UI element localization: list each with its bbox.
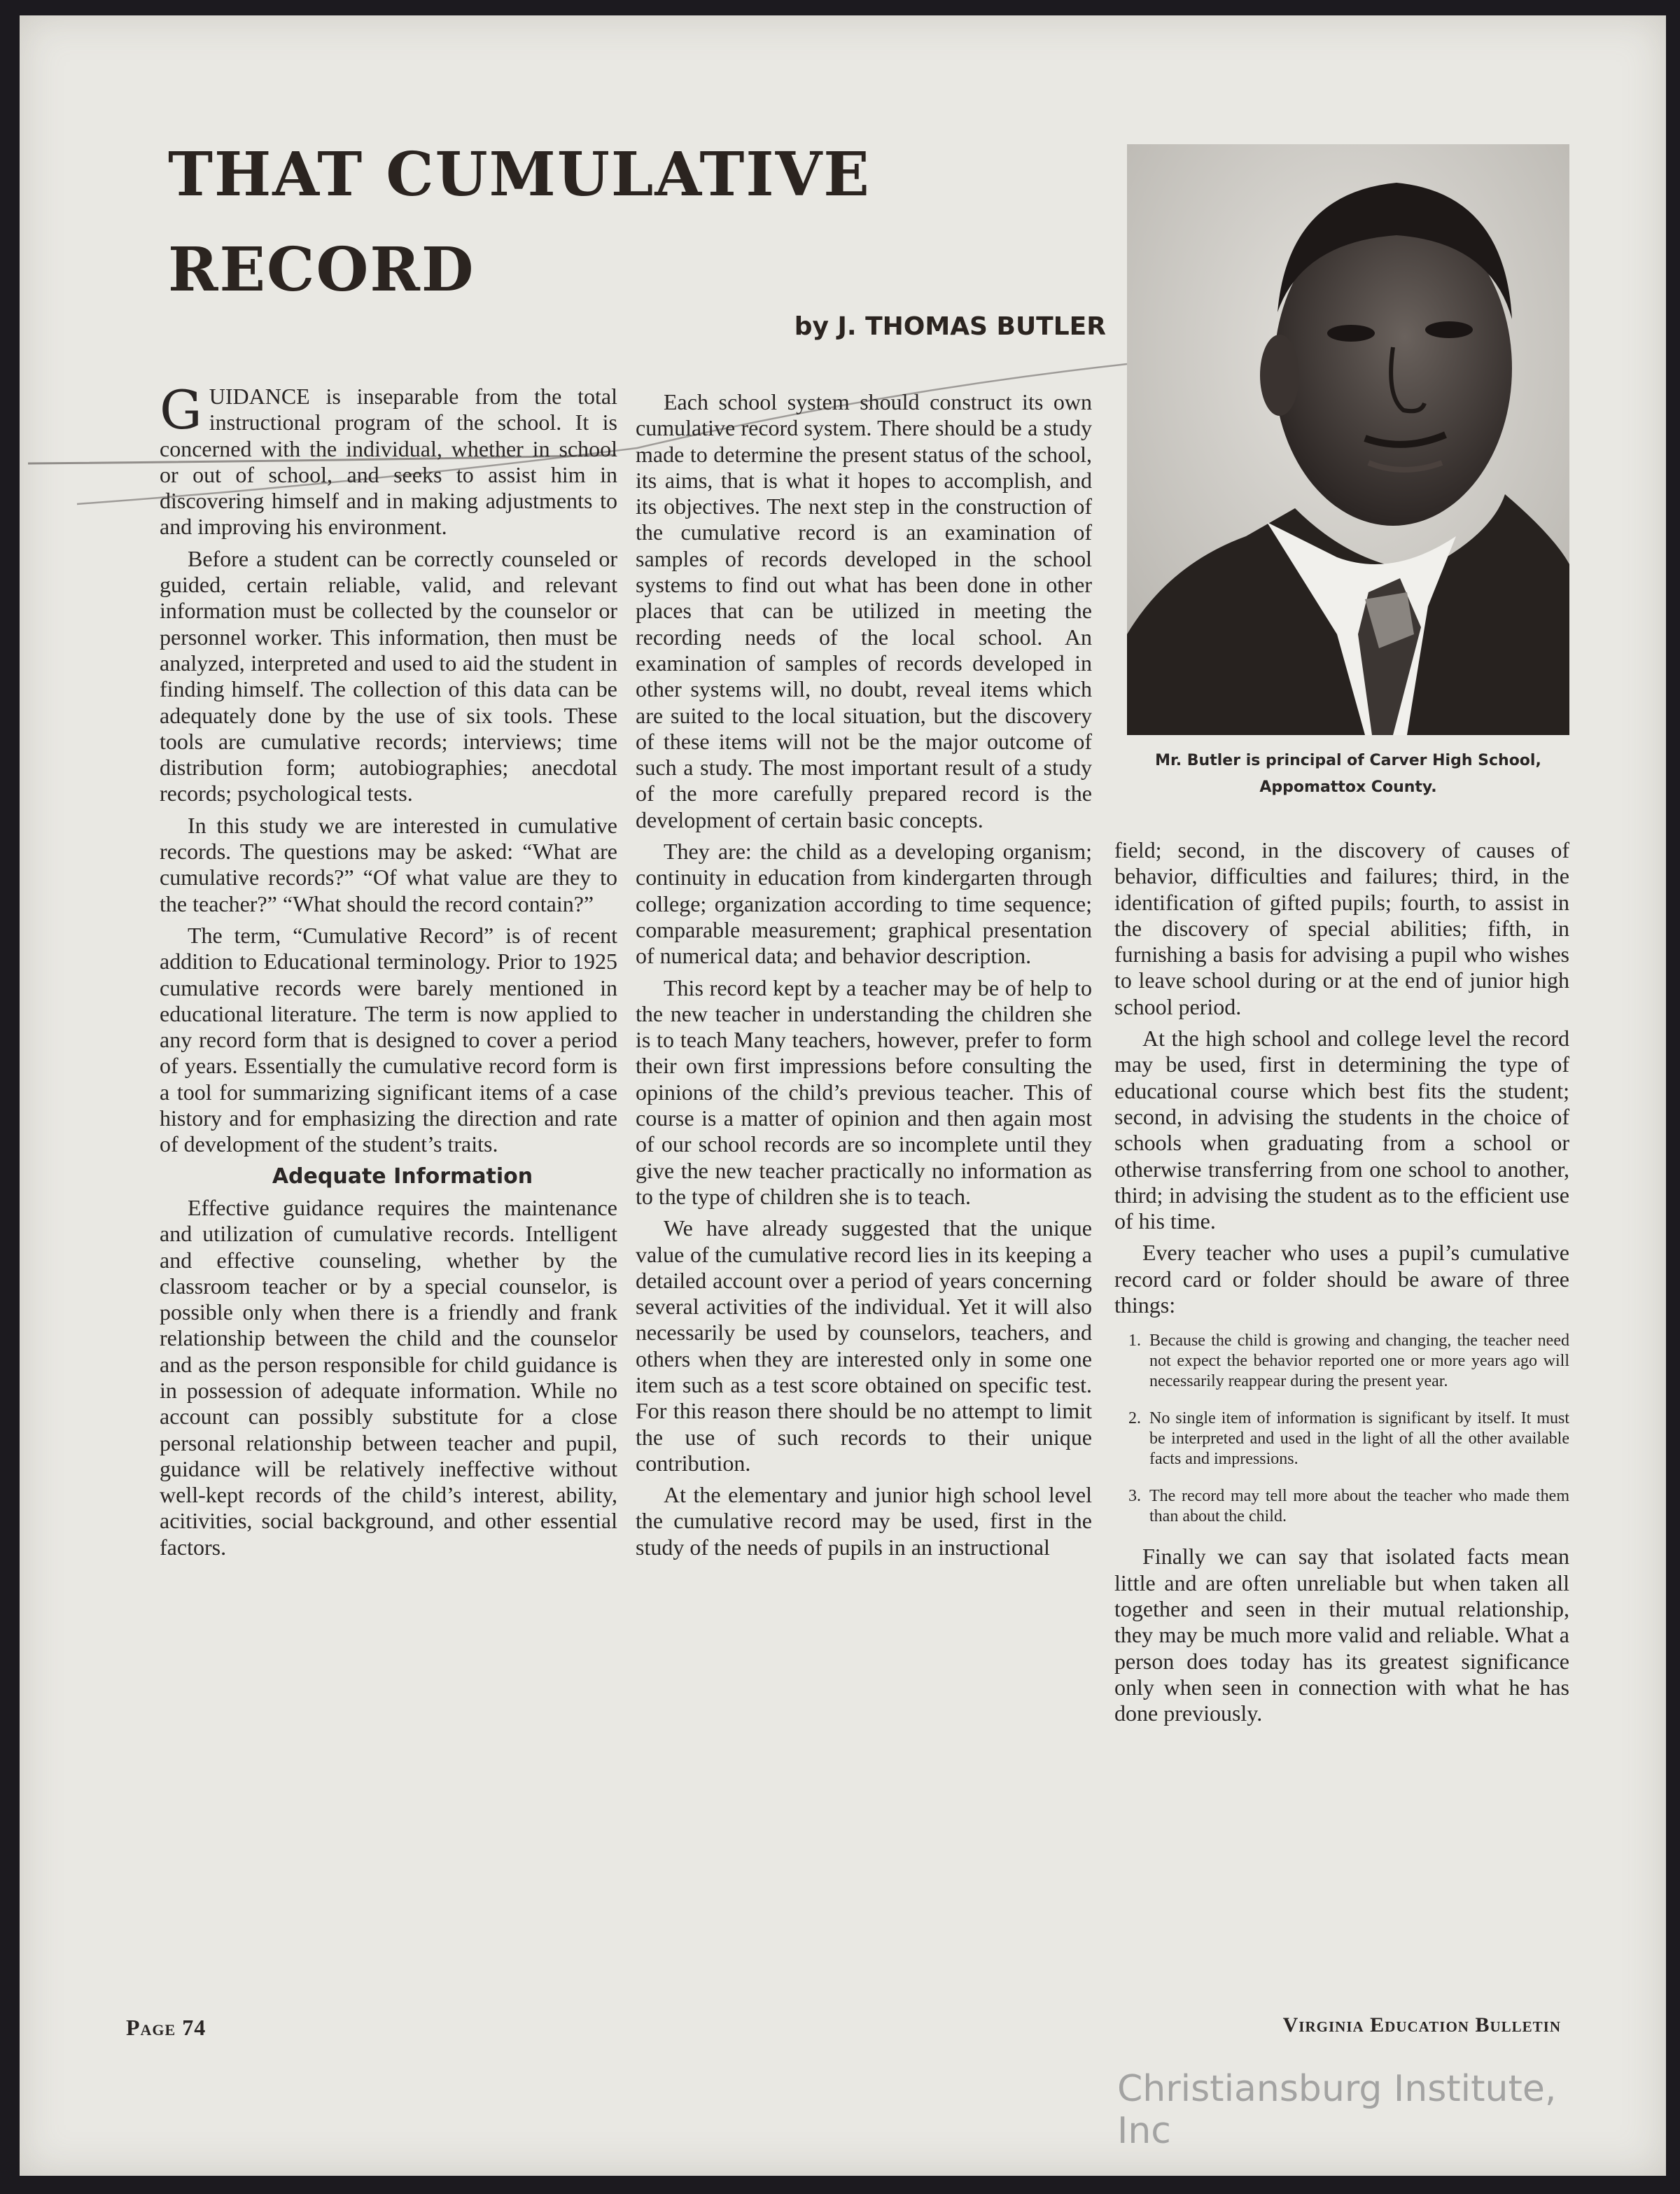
paragraph: field; second, in the discovery of causes of behavior, difficulties and failures; third, in the identification of gifted pupils; fourth, to assist in the discovery of special abilities; fifth, in furnishing a basis for advising a pupil who wishes to leave school during or at the end of junior high school period.: [1114, 837, 1569, 1019]
photo-caption: [1120, 748, 1576, 801]
list-item-text: No single item of information is significant by itself. It must be interpreted and used in the light of all the other available facts and impressions.: [1149, 1409, 1569, 1469]
list-item-text: Because the child is growing and changing, the teacher need not expect the behavior reported one or more years ago will necessarily reappear during the present year.: [1149, 1332, 1569, 1391]
paragraph: Every teacher who uses a pupil’s cumulative record card or folder should be aware of three things:: [1114, 1240, 1569, 1318]
paragraph: They are: the child as a developing organism; continuity in education from kindergarten through college; organization according to time sequence; comparable measurement; graphical presentation of numerical data; and behavior description.: [636, 839, 1092, 969]
paragraph: At the elementary and junior high school level the cumulative record may be used, first in the study of the needs of pupils in an instructional: [636, 1482, 1092, 1560]
paragraph: This record kept by a teacher may be of help to the new teacher in understanding the children she is to teach Many teachers, however, prefer to form their own first impressions before consulting the opinions of the child’s previous teacher. This of course is a matter of opinion and then again most of our school records are so incomplete until they give the new teacher practically no information as to the type of children she is to teach.: [636, 974, 1092, 1209]
numbered-list: [1114, 1331, 1569, 1527]
list-number: 2.: [1128, 1409, 1141, 1428]
list-item: [1114, 1409, 1569, 1469]
paragraph: The term, “Cumulative Record” is of recent addition to Educational terminology. Prior to 1925 cumulative records were barely mentioned in educational literature. The term is now applied to any record form that is designed to cover a period of years. Essentially the cumulative record form is a tool for summarizing significant items of a case history and for emphasizing the direction and rate of development of the student’s traits.: [160, 922, 617, 1157]
list-number: 3.: [1128, 1487, 1141, 1506]
list-item: [1114, 1486, 1569, 1527]
list-item: [1114, 1331, 1569, 1392]
paragraph-text: UIDANCE is inseparable from the total instructional program of the school. It is concerned with the individual, whether in school or out of school, and seeks to assist him in discovering himself and in making adjustments to and improving his environment.: [160, 384, 617, 540]
article-title: [168, 127, 938, 318]
drop-cap: G: [160, 379, 202, 441]
caption-line-2: Appomattox County.: [1259, 778, 1437, 796]
paragraph: [160, 379, 617, 540]
byline: by J. THOMAS BUTLER: [794, 312, 1106, 341]
paragraph: In this study we are interested in cumulative records. The questions may be asked: “What are cumulative records?” “Of what value are they to the teacher?” “What should the record contain?”: [160, 812, 617, 916]
paragraph: At the high school and college level the record may be used, first in determining the type of educational course which best fits the student; second, in advising the students in the choice of schools when graduating from a school or otherwise transferring from one school to another, third; in advising the student as to the efficient use of his time.: [1114, 1026, 1569, 1234]
paragraph: Effective guidance requires the maintenance and utilization of cumulative records. Intelligent and effective counseling, whether by the classroom teacher or by a special counselor, is possible only when there is a friendly and frank relationship between the child and the counselor and as the person responsible for child guidance is in possession of adequate information. While no account can possibly substitute for a close personal relationship between teacher and pupil, guidance will be relatively ineffective without well-kept records of the child’s interest, ability, acitivities, social background, and other essential factors.: [160, 1194, 617, 1560]
page-number: Page 74: [126, 2015, 206, 2040]
publication-name: Virginia Education Bulletin: [1282, 2013, 1561, 2036]
column-2: [636, 389, 1092, 1566]
title-line-2: RECORD: [168, 235, 475, 305]
watermark: Christiansburg Institute, Inc: [1117, 2068, 1557, 2152]
paragraph: We have already suggested that the unique value of the cumulative record lies in its keeping a detailed account over a period of years concerning several activities of the individual. Yet it will also necessarily be used by counselors, teachers, and others when they are interested only in some one item such as a test score obtained on specific test. For this reason there should be no attempt to limit the use of such records to their unique contribution.: [636, 1215, 1092, 1476]
portrait-illustration: [1127, 144, 1569, 735]
author-portrait: [1127, 144, 1569, 735]
list-number: 1.: [1128, 1332, 1141, 1350]
paragraph: Each school system should construct its own cumulative record system. There should be a study made to determine the present status of the school, its aims, that is what it hopes to accomplish, and its objectives. The next step in the construction of the cumulative record is an examination of samples of records developed in the school systems to find out what has been done in other places that can be utilized in meeting the recording needs of the local school. An examination of samples of records developed in other systems will, no doubt, reveal items which are suited to the local situation, but the discovery of these items will not be the major outcome of such a study. The most important result of a study of the more carefully prepared record is the development of certain basic concepts.: [636, 389, 1092, 832]
paragraph: Before a student can be correctly counseled or guided, certain reliable, valid, and relevant information must be collected by the counselor or personnel worker. This information, then must be analyzed, interpreted and used to aid the student in finding himself. The collection of this data can be adequately done by the use of six tools. These tools are cumulative records; interviews; time distribution form; autobiographies; anecdotal records; psychological tests.: [160, 545, 617, 806]
title-line-1: THAT CUMULATIVE: [168, 139, 871, 210]
caption-line-1: Mr. Butler is principal of Carver High School,: [1155, 752, 1541, 769]
column-1: [160, 379, 617, 1566]
paragraph: Finally we can say that isolated facts mean little and are often unreliable but when taken all together and seen in their mutual relationship, they may be much more valid and reliable. What a person does today has its greatest significance only when seen in connection with what he has done previously.: [1114, 1544, 1569, 1726]
column-3: [1114, 837, 1569, 1732]
list-item-text: The record may tell more about the teacher who made them than about the child.: [1149, 1487, 1569, 1526]
section-subhead: Adequate Information: [272, 1164, 533, 1189]
